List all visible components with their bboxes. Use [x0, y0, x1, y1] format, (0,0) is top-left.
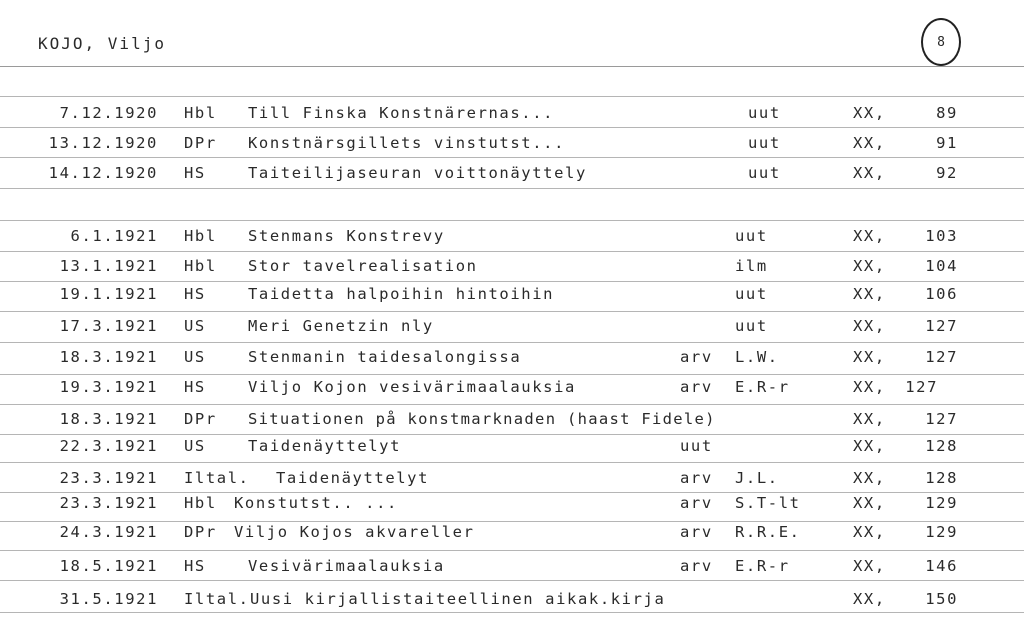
entry-page: 127 [925, 317, 958, 335]
entry-date: 19.3.1921 [59, 378, 158, 396]
entry-title: Stenmans Konstrevy [248, 227, 445, 245]
entry-source: DPr [184, 410, 217, 428]
entry-source: HS [184, 378, 206, 396]
entry-title: Viljo Kojon vesivärimaalauksia [248, 378, 576, 396]
entry-row [0, 557, 1024, 577]
header-rule [0, 66, 1024, 67]
entry-title: Stor tavelrealisation [248, 257, 478, 275]
ruled-line [0, 404, 1024, 405]
entry-date: 7.12.1920 [59, 104, 158, 122]
entry-date: 24.3.1921 [59, 523, 158, 541]
ruled-line [0, 188, 1024, 189]
entry-volume: XX, [853, 494, 886, 512]
entry-source: US [184, 437, 206, 455]
entry-page: 128 [925, 469, 958, 487]
entry-title: Stenmanin taidesalongissa [248, 348, 522, 366]
entry-date: 18.3.1921 [59, 348, 158, 366]
entry-type: arv [680, 557, 713, 575]
entry-row [0, 437, 1024, 457]
entry-note: uut [748, 134, 781, 152]
ruled-line [0, 157, 1024, 158]
entry-date: 18.5.1921 [59, 557, 158, 575]
entry-page: 127 [925, 348, 958, 366]
entry-row [0, 590, 1024, 610]
ruled-line [0, 434, 1024, 435]
ruled-line [0, 521, 1024, 522]
entry-source: HS [184, 557, 206, 575]
entry-title: Taidetta halpoihin hintoihin [248, 285, 555, 303]
ruled-line [0, 374, 1024, 375]
page-number: 8 [937, 34, 945, 50]
entry-type: arv [680, 523, 713, 541]
ruled-line [0, 220, 1024, 221]
entry-date: 13.12.1920 [48, 134, 158, 152]
entry-row [0, 227, 1024, 247]
entry-volume: XX, [853, 378, 886, 396]
entry-title: Situationen på konstmarknaden (haast Fidele) [248, 410, 716, 428]
entry-note: E.R-r [735, 557, 790, 575]
entry-source: Hbl [184, 257, 217, 275]
entry-page: 146 [925, 557, 958, 575]
entry-page: 89 [936, 104, 958, 122]
entry-date: 23.3.1921 [59, 469, 158, 487]
entry-page: 104 [925, 257, 958, 275]
entry-page: 127 [925, 410, 958, 428]
entry-date: 14.12.1920 [48, 164, 158, 182]
entry-note: uut [748, 164, 781, 182]
entry-date: 17.3.1921 [59, 317, 158, 335]
entry-row [0, 410, 1024, 430]
entry-source: US [184, 317, 206, 335]
entry-page: 92 [936, 164, 958, 182]
entry-note: S.T-lt [735, 494, 801, 512]
entry-page: 91 [936, 134, 958, 152]
ruled-line [0, 612, 1024, 613]
entry-date: 13.1.1921 [59, 257, 158, 275]
entry-type: uut [680, 437, 713, 455]
entry-date: 19.1.1921 [59, 285, 158, 303]
ruled-line [0, 127, 1024, 128]
entry-note: uut [735, 227, 768, 245]
entry-volume: XX, [853, 257, 886, 275]
entry-page: 128 [925, 437, 958, 455]
entry-title: Uusi kirjallistaiteellinen aikak.kirja [250, 590, 666, 608]
entry-page: 103 [925, 227, 958, 245]
entry-date: 22.3.1921 [59, 437, 158, 455]
entry-title: Konstnärsgillets vinstutst... [248, 134, 566, 152]
card-heading-name: KOJO, Viljo [38, 34, 166, 53]
entry-source: Hbl [184, 494, 217, 512]
entry-title: Taidenäyttelyt [276, 469, 430, 487]
entry-title: Taiteilijaseuran voittonäyttely [248, 164, 587, 182]
entry-row [0, 469, 1024, 489]
entry-note: ilm [735, 257, 768, 275]
entry-volume: XX, [853, 285, 886, 303]
ruled-line [0, 96, 1024, 97]
ruled-line [0, 251, 1024, 252]
entry-title: Meri Genetzin nly [248, 317, 434, 335]
entry-note: uut [735, 285, 768, 303]
entry-volume: XX, [853, 469, 886, 487]
entry-type: arv [680, 469, 713, 487]
entry-source: DPr [184, 134, 217, 152]
entry-row [0, 378, 1024, 398]
entry-volume: XX, [853, 557, 886, 575]
entry-row [0, 164, 1024, 184]
entry-note: R.R.E. [735, 523, 801, 541]
entry-page: 129 [925, 494, 958, 512]
ruled-line [0, 342, 1024, 343]
entry-volume: XX, [853, 104, 886, 122]
entry-volume: XX, [853, 164, 886, 182]
entry-volume: XX, [853, 317, 886, 335]
entry-source: Iltal. [184, 469, 250, 487]
entry-volume: XX, [853, 437, 886, 455]
entry-note: uut [748, 104, 781, 122]
entry-row [0, 317, 1024, 337]
entry-title: Taidenäyttelyt [248, 437, 402, 455]
entry-type: arv [680, 378, 713, 396]
entry-row [0, 494, 1024, 514]
entry-volume: XX, [853, 523, 886, 541]
entry-date: 6.1.1921 [70, 227, 158, 245]
entry-page: 150 [925, 590, 958, 608]
entry-date: 23.3.1921 [59, 494, 158, 512]
entry-row [0, 285, 1024, 305]
entry-source: Hbl [184, 227, 217, 245]
entry-page: 106 [925, 285, 958, 303]
entry-volume: XX, [853, 227, 886, 245]
page-number-circle [921, 18, 961, 66]
entry-volume: XX, [853, 348, 886, 366]
entry-title: Konstutst.. ... [234, 494, 398, 512]
ruled-line [0, 580, 1024, 581]
entry-type: arv [680, 348, 713, 366]
entry-row [0, 257, 1024, 277]
entry-page: 127 [905, 378, 938, 396]
ruled-line [0, 281, 1024, 282]
entry-date: 31.5.1921 [59, 590, 158, 608]
entry-volume: XX, [853, 410, 886, 428]
entry-source: Iltal. [184, 590, 250, 608]
entry-row [0, 348, 1024, 368]
entry-note: E.R-r [735, 378, 790, 396]
entry-source: HS [184, 164, 206, 182]
entry-title: Till Finska Konstnärernas... [248, 104, 555, 122]
entry-type: arv [680, 494, 713, 512]
entry-source: HS [184, 285, 206, 303]
entry-note: L.W. [735, 348, 779, 366]
entry-row [0, 523, 1024, 543]
ruled-line [0, 462, 1024, 463]
entry-title: Vesivärimaalauksia [248, 557, 445, 575]
ruled-line [0, 311, 1024, 312]
entry-title: Viljo Kojos akvareller [234, 523, 475, 541]
entry-page: 129 [925, 523, 958, 541]
entry-source: Hbl [184, 104, 217, 122]
entry-date: 18.3.1921 [59, 410, 158, 428]
entry-row [0, 134, 1024, 154]
entry-source: US [184, 348, 206, 366]
entry-row [0, 104, 1024, 124]
entry-volume: XX, [853, 134, 886, 152]
entry-source: DPr [184, 523, 217, 541]
entry-note: J.L. [735, 469, 779, 487]
ruled-line [0, 492, 1024, 493]
entry-note: uut [735, 317, 768, 335]
entry-volume: XX, [853, 590, 886, 608]
ruled-line [0, 550, 1024, 551]
